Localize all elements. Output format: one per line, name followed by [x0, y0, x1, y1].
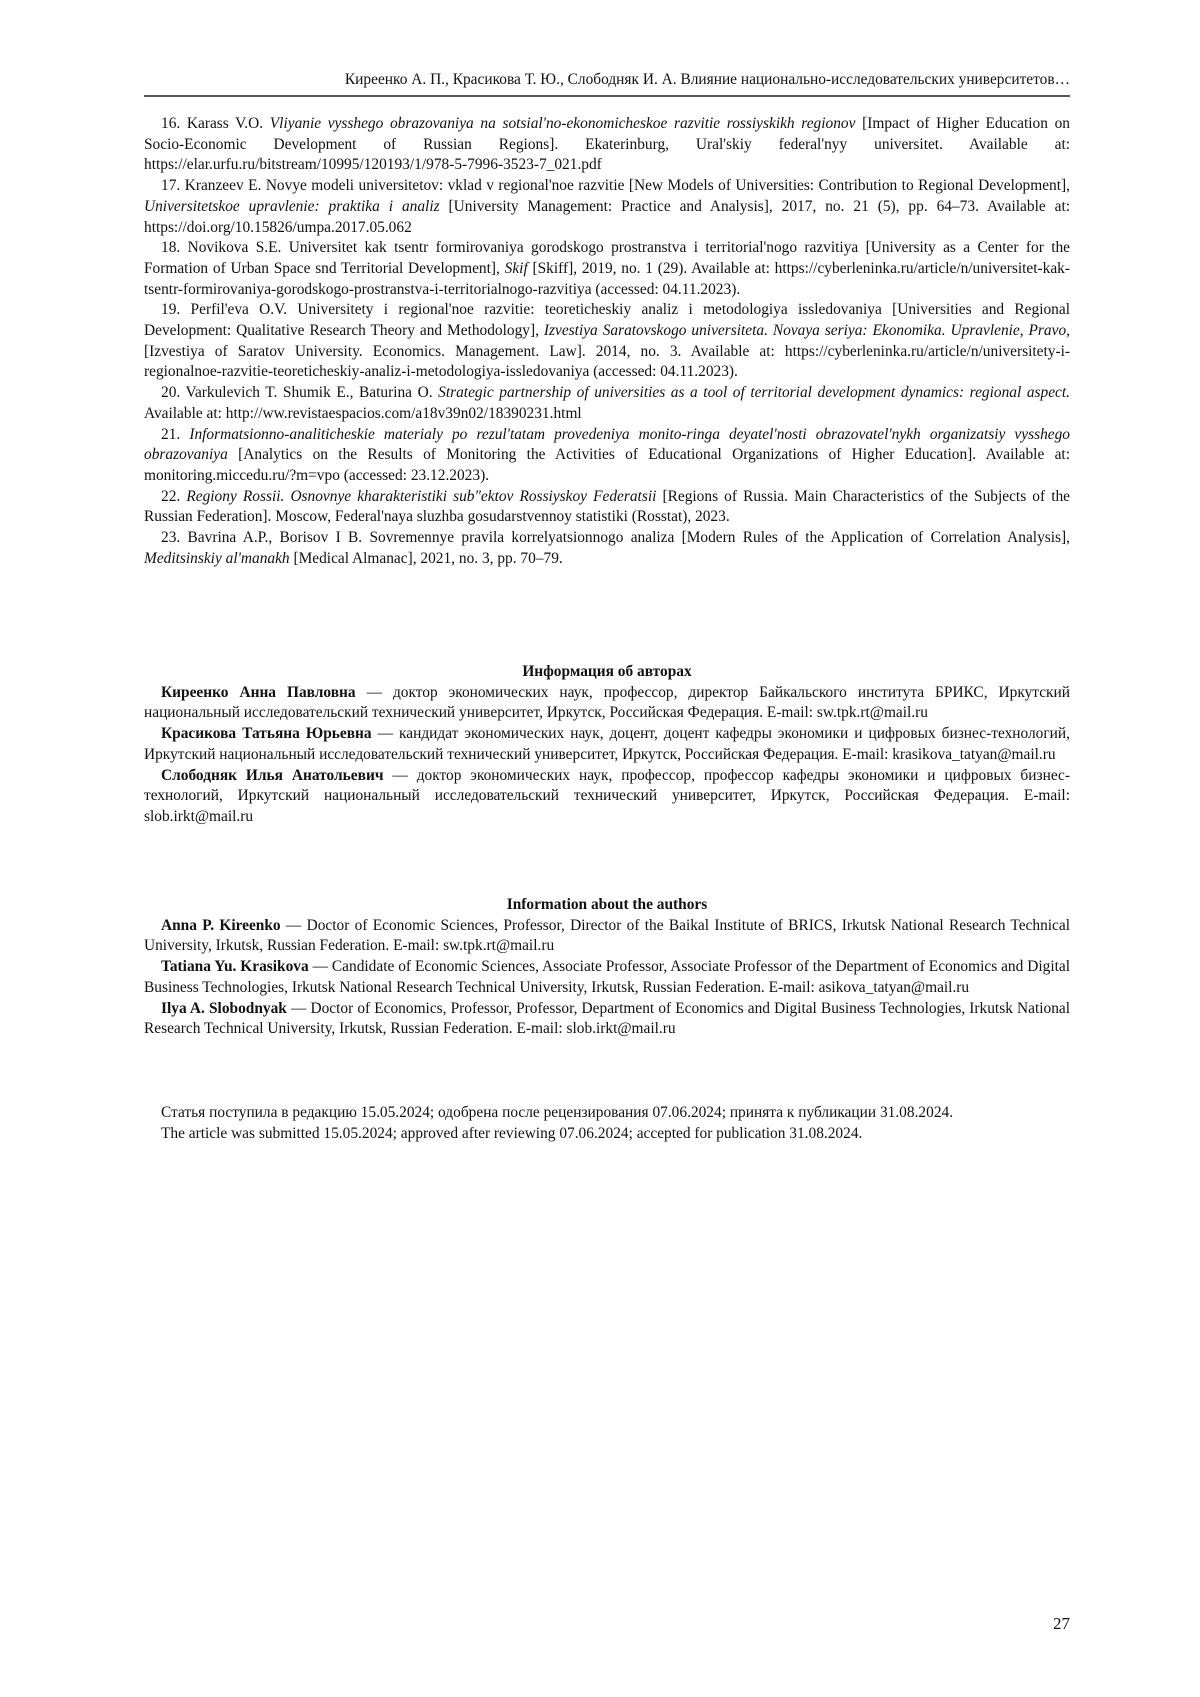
reference-19: 19. Perfil'eva O.V. Universitety i regional'noe razvitie: teoreticheskiy analiz i metodologiya issledovaniya [Universities and Regional Development: Qualitative Research Theory and Methodology], Izvestiya Saratovskogo universiteta. Novaya seriya: Ekonomika. Upravlenie, Pravo, [Izvestiya of Saratov University. Economics. Management. Law]. 2014, no. 3. Available at: https://cyberleninka.ru/article/n/universitety-i-regionalnoe-razvitie-teoreticheskiy-analiz-i-metodologiya-issledovaniya (accessed: 04.11.2023).	[144, 301, 1070, 381]
author-en-1: Anna P. Kireenko — Doctor of Economic Sciences, Professor, Director of the Baikal Institute of BRICS, Irkutsk National Research Technical University, Irkutsk, Russian Federation. E-mail: sw.tpk.rt@mail.ru	[144, 916, 1070, 955]
reference-16: 16. Karass V.O. Vliyanie vysshego obrazovaniya na sotsial'no-ekonomicheskoe razvitie rossiyskikh regionov [Impact of Higher Education on Socio-Economic Development of Russian Regions]. Ekaterinburg, Ural'skiy federal'nyy universitet. Available at: https://elar.urfu.ru/bitstream/10995/120193/1/978-5-7996-3523-7_021.pdf	[144, 115, 1070, 174]
reference-18: 18. Novikova S.E. Universitet kak tsentr formirovaniya gorodskogo prostranstva i territorial'nogo razvitiya [University as a Center for the Formation of Urban Space snd Territorial Development], Skif [Skiff], 2019, no. 1 (29). Available at: https://cyberleninka.ru/article/n/universitet-kak-tsentr-formirovaniya-gorodskogo-prostranstva-i-territorialnogo-razvitiya (accessed: 04.11.2023).	[144, 239, 1071, 298]
author-ru-2: Красикова Татьяна Юрьевна — кандидат экономических наук, доцент, доцент кафедры экономики и цифровых бизнес-технологий, Иркутский национальный исследовательский технический университет, Иркутск, Российская Федерация. E-mail: krasikova_tatyan@mail.ru	[144, 725, 1071, 763]
author-en-2: Tatiana Yu. Krasikova — Candidate of Economic Sciences, Associate Professor, Associate Professor of the Department of Economics and Digital Business Technologies, Irkutsk National Research Technical University, Irkutsk, Russian Federation. E-mail: asikova_tatyan@mail.ru	[144, 958, 1070, 996]
reference-21: 21. Informatsionno-analiticheskie materialy po rezul'tatam provedeniya monito-ringa deyatel'nosti obrazovatel'nykh organizatsiy vysshego obrazovaniya [Analytics on the Results of Monitoring the Activities of Educational Organizations of Higher Education]. Available at: monitoring.miccedu.ru/?m=vpo (accessed: 23.12.2023).	[144, 425, 1070, 484]
reference-23: 23. Bavrina A.P., Borisov I B. Sovremennye pravila korrelyatsionnogo analiza [Modern Rules of the Application of Correlation Analysis], Meditsinskiy al'manakh [Medical Almanac], 2021, no. 3, pp. 70–79.	[144, 529, 1070, 567]
running-head: Киреенко А. П., Красикова Т. Ю., Слободняк И. А. Влияние национально-исследовательских университетов…	[144, 70, 1070, 97]
author-ru-1: Киреенко Анна Павловна — доктор экономических наук, профессор, директор Байкальского института БРИКС, Иркутский национальный исследовательский технический университет, Иркутск, Российская Федерация. E-mail: sw.tpk.rt@mail.ru	[144, 683, 1070, 722]
authors-info-en	[144, 895, 1070, 1040]
reference-20: 20. Varkulevich T. Shumik E., Baturina O. Strategic partnership of universities as a tool of territorial development dynamics: regional aspect. Available at: http://ww.revistaespacios.com/a18v39n02/18390231.html	[144, 384, 1070, 422]
authors-info-ru	[144, 662, 1070, 828]
reference-17: 17. Kranzeev E. Novye modeli universitetov: vklad v regional'noe razvitie [New Models of Universities: Contribution to Regional Development], Universitetskoe upravlenie: praktika i analiz [University Management: Practice and Analysis], 2017, no. 21 (5), pp. 64–73. Available at: https://doi.org/10.15826/umpa.2017.05.062	[144, 177, 1070, 236]
authors-info-en-title: Information about the authors	[506, 896, 708, 913]
reference-22: 22. Regiony Rossii. Osnovnye kharakteristiki sub"ektov Rossiyskoy Federatsii [Regions of Russia. Main Characteristics of the Subjects of the Russian Federation]. Moscow, Federal'naya sluzhba gosudarstvennoy statistiki (Rosstat), 2023.	[144, 487, 1071, 526]
page-number: 27	[1053, 1614, 1070, 1633]
article-history-ru: Статья поступила в редакцию 15.05.2024; одобрена после рецензирования 07.06.2024; принята к публикации 31.08.2024.	[161, 1104, 954, 1121]
authors-info-ru-title: Информация об авторах	[522, 663, 692, 680]
article-history-en: The article was submitted 15.05.2024; approved after reviewing 07.06.2024; accepted for publication 31.08.2024.	[161, 1124, 863, 1142]
article-history	[144, 1103, 1070, 1144]
author-en-3: Ilya A. Slobodnyak — Doctor of Economics, Professor, Professor, Department of Economics and Digital Business Technologies, Irkutsk National Research Technical University, Irkutsk, Russian Federation. E-mail: slob.irkt@mail.ru	[144, 999, 1071, 1038]
author-ru-3: Слободняк Илья Анатольевич — доктор экономических наук, профессор, профессор кафедры экономики и цифровых бизнес-технологий, Иркутский национальный исследовательский технический университет, Иркутск, Российская Федерация. E-mail: slob.irkt@mail.ru	[144, 766, 1070, 825]
reference-list	[144, 114, 1070, 569]
